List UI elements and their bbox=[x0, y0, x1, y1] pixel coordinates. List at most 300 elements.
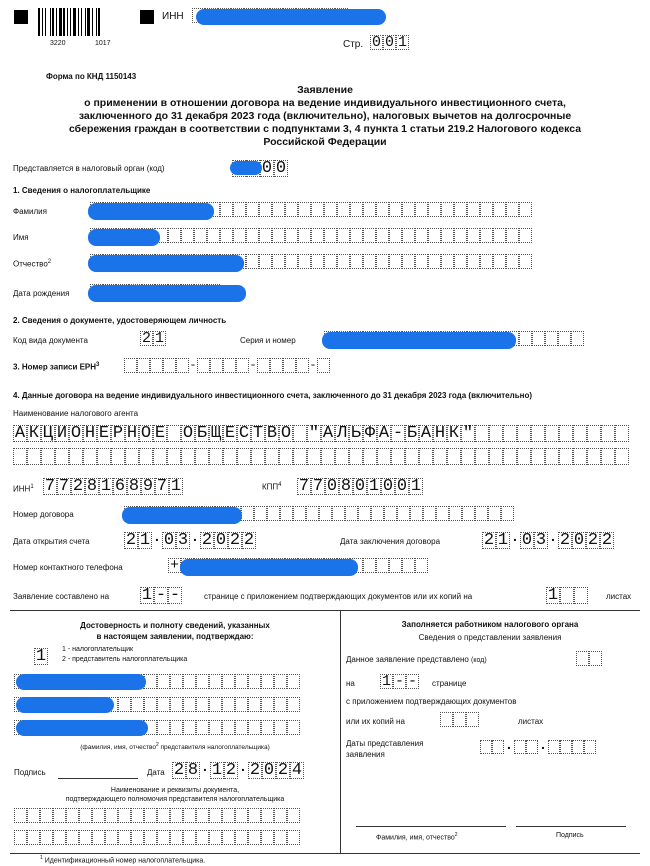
input-cell[interactable]: 0 bbox=[275, 159, 287, 178]
input-cell[interactable] bbox=[280, 506, 293, 521]
input-cell[interactable] bbox=[251, 448, 265, 465]
input-cell[interactable] bbox=[69, 448, 83, 465]
input-cell[interactable]: 2 bbox=[559, 531, 571, 550]
input-cell[interactable]: 1 bbox=[35, 647, 47, 666]
input-cell[interactable]: 1 bbox=[368, 477, 380, 496]
input-cell[interactable]: 0 bbox=[263, 761, 275, 780]
input-cell[interactable] bbox=[287, 808, 300, 823]
input-cell[interactable] bbox=[441, 228, 454, 243]
input-cell[interactable]: А bbox=[322, 424, 334, 443]
input-cell[interactable] bbox=[573, 448, 587, 465]
input-cell[interactable] bbox=[337, 254, 350, 269]
input-cell[interactable] bbox=[153, 448, 167, 465]
input-cell[interactable] bbox=[415, 558, 428, 573]
input-cell[interactable] bbox=[248, 720, 261, 735]
input-cell[interactable] bbox=[209, 448, 223, 465]
input-cell[interactable] bbox=[261, 697, 274, 712]
official-sheets-cells[interactable] bbox=[440, 712, 479, 727]
input-cell[interactable] bbox=[183, 830, 196, 845]
input-cell[interactable] bbox=[196, 720, 209, 735]
input-cell[interactable] bbox=[601, 425, 615, 442]
input-cell[interactable] bbox=[480, 228, 493, 243]
input-cell[interactable] bbox=[287, 720, 300, 735]
input-cell[interactable] bbox=[572, 740, 584, 754]
input-cell[interactable] bbox=[321, 448, 335, 465]
input-cell[interactable] bbox=[397, 506, 410, 521]
input-cell[interactable] bbox=[506, 254, 519, 269]
input-cell[interactable] bbox=[576, 651, 589, 666]
input-cell[interactable] bbox=[137, 358, 150, 373]
input-cell[interactable] bbox=[144, 808, 157, 823]
input-cell[interactable] bbox=[170, 697, 183, 712]
input-cell[interactable] bbox=[423, 506, 436, 521]
input-cell[interactable]: Н bbox=[84, 424, 96, 443]
input-cell[interactable]: 3 bbox=[535, 531, 547, 550]
input-cell[interactable]: 2 bbox=[72, 477, 84, 496]
input-cell[interactable] bbox=[293, 506, 306, 521]
input-cell[interactable] bbox=[311, 228, 324, 243]
input-cell[interactable] bbox=[287, 674, 300, 689]
input-cell[interactable] bbox=[519, 228, 532, 243]
input-cell[interactable] bbox=[306, 506, 319, 521]
doc-cells-row2[interactable] bbox=[14, 830, 300, 845]
input-cell[interactable] bbox=[293, 425, 307, 442]
input-cell[interactable] bbox=[167, 425, 181, 442]
input-cell[interactable] bbox=[248, 830, 261, 845]
input-cell[interactable] bbox=[170, 674, 183, 689]
input-cell[interactable] bbox=[466, 712, 479, 727]
input-cell[interactable] bbox=[506, 202, 519, 217]
input-cell[interactable] bbox=[389, 254, 402, 269]
input-cell[interactable] bbox=[371, 506, 384, 521]
input-cell[interactable] bbox=[246, 228, 259, 243]
input-cell[interactable] bbox=[124, 358, 137, 373]
input-cell[interactable] bbox=[97, 448, 111, 465]
input-cell[interactable] bbox=[298, 228, 311, 243]
input-cell[interactable] bbox=[584, 740, 596, 754]
input-cell[interactable] bbox=[259, 228, 272, 243]
input-cell[interactable]: И bbox=[56, 424, 68, 443]
input-cell[interactable] bbox=[377, 448, 391, 465]
input-cell[interactable]: 7 bbox=[298, 477, 310, 496]
input-cell[interactable] bbox=[222, 697, 235, 712]
input-cell[interactable] bbox=[209, 808, 222, 823]
input-cell[interactable]: 2 bbox=[601, 531, 613, 550]
input-cell[interactable] bbox=[402, 254, 415, 269]
input-cell[interactable] bbox=[79, 830, 92, 845]
input-cell[interactable]: 0 bbox=[326, 477, 338, 496]
input-cell[interactable]: 0 bbox=[384, 34, 394, 51]
input-cell[interactable] bbox=[144, 697, 157, 712]
input-cell[interactable]: 2 bbox=[229, 531, 241, 550]
input-cell[interactable]: А bbox=[378, 424, 390, 443]
input-cell[interactable] bbox=[209, 697, 222, 712]
input-cell[interactable]: 2 bbox=[173, 761, 185, 780]
input-cell[interactable] bbox=[531, 448, 545, 465]
input-cell[interactable] bbox=[79, 808, 92, 823]
present-date-cells[interactable] bbox=[480, 736, 596, 754]
input-cell[interactable]: 0 bbox=[371, 34, 381, 51]
input-cell[interactable] bbox=[170, 830, 183, 845]
input-cell[interactable] bbox=[350, 228, 363, 243]
input-cell[interactable] bbox=[105, 830, 118, 845]
input-cell[interactable] bbox=[235, 674, 248, 689]
input-cell[interactable] bbox=[573, 425, 587, 442]
input-cell[interactable] bbox=[139, 448, 153, 465]
input-cell[interactable] bbox=[441, 202, 454, 217]
input-cell[interactable] bbox=[257, 358, 270, 373]
input-cell[interactable] bbox=[311, 202, 324, 217]
input-cell[interactable] bbox=[235, 830, 248, 845]
input-cell[interactable] bbox=[222, 830, 235, 845]
input-cell[interactable] bbox=[246, 254, 259, 269]
input-cell[interactable] bbox=[14, 808, 27, 823]
input-cell[interactable] bbox=[181, 448, 195, 465]
input-cell[interactable] bbox=[66, 830, 79, 845]
input-cell[interactable] bbox=[402, 202, 415, 217]
official-pages-cells[interactable] bbox=[380, 674, 419, 689]
input-cell[interactable] bbox=[66, 808, 79, 823]
input-cell[interactable] bbox=[574, 587, 588, 604]
input-cell[interactable]: 4 bbox=[291, 761, 303, 780]
input-cell[interactable] bbox=[454, 254, 467, 269]
input-cell[interactable] bbox=[285, 228, 298, 243]
sign-date-cells[interactable] bbox=[172, 758, 304, 780]
agent-name-cells[interactable] bbox=[13, 425, 629, 442]
input-cell[interactable] bbox=[526, 740, 538, 754]
input-cell[interactable]: 8 bbox=[340, 477, 352, 496]
input-cell[interactable] bbox=[163, 358, 176, 373]
input-cell[interactable]: 1 bbox=[141, 586, 153, 605]
input-cell[interactable] bbox=[560, 740, 572, 754]
input-cell[interactable]: 1 bbox=[397, 34, 407, 51]
input-cell[interactable] bbox=[210, 358, 223, 373]
input-cell[interactable] bbox=[272, 228, 285, 243]
input-cell[interactable] bbox=[131, 808, 144, 823]
input-cell[interactable] bbox=[311, 254, 324, 269]
input-cell[interactable] bbox=[265, 448, 279, 465]
input-cell[interactable]: 8 bbox=[86, 477, 98, 496]
input-cell[interactable] bbox=[118, 808, 131, 823]
input-cell[interactable] bbox=[285, 254, 298, 269]
input-cell[interactable] bbox=[233, 228, 246, 243]
input-cell[interactable] bbox=[157, 808, 170, 823]
input-cell[interactable]: 7 bbox=[44, 477, 56, 496]
input-cell[interactable] bbox=[261, 720, 274, 735]
input-cell[interactable] bbox=[55, 448, 69, 465]
input-cell[interactable] bbox=[223, 448, 237, 465]
input-cell[interactable] bbox=[274, 830, 287, 845]
input-cell[interactable] bbox=[532, 331, 545, 346]
composed-sheets-cells[interactable] bbox=[546, 587, 588, 604]
confirm-choice-cell[interactable] bbox=[34, 648, 48, 665]
input-cell[interactable] bbox=[157, 830, 170, 845]
input-cell[interactable] bbox=[488, 506, 501, 521]
input-cell[interactable]: 1 bbox=[497, 531, 509, 550]
input-cell[interactable]: 0 bbox=[215, 531, 227, 550]
input-cell[interactable]: О bbox=[140, 424, 152, 443]
input-cell[interactable]: 0 bbox=[382, 477, 394, 496]
input-cell[interactable] bbox=[415, 202, 428, 217]
input-cell[interactable] bbox=[531, 425, 545, 442]
input-cell[interactable] bbox=[559, 425, 573, 442]
input-cell[interactable] bbox=[285, 202, 298, 217]
input-cell[interactable] bbox=[248, 674, 261, 689]
input-cell[interactable] bbox=[27, 830, 40, 845]
composed-pages-cells[interactable] bbox=[140, 587, 182, 604]
input-cell[interactable] bbox=[493, 202, 506, 217]
input-cell[interactable]: О bbox=[182, 424, 194, 443]
input-cell[interactable] bbox=[514, 740, 526, 754]
input-cell[interactable] bbox=[196, 697, 209, 712]
input-cell[interactable] bbox=[237, 448, 251, 465]
input-cell[interactable]: 1 bbox=[211, 761, 223, 780]
input-cell[interactable] bbox=[241, 506, 254, 521]
input-cell[interactable] bbox=[447, 448, 461, 465]
input-cell[interactable] bbox=[492, 740, 504, 754]
input-cell[interactable]: 1 bbox=[381, 673, 391, 690]
input-cell[interactable]: 7 bbox=[312, 477, 324, 496]
input-cell[interactable]: 2 bbox=[249, 761, 261, 780]
agent-name-cells-row2[interactable] bbox=[13, 448, 629, 465]
input-cell[interactable] bbox=[125, 448, 139, 465]
doc-code-cells[interactable] bbox=[140, 331, 166, 346]
input-cell[interactable] bbox=[207, 228, 220, 243]
input-cell[interactable] bbox=[363, 202, 376, 217]
input-cell[interactable] bbox=[480, 254, 493, 269]
input-cell[interactable]: 3 bbox=[177, 531, 189, 550]
input-cell[interactable] bbox=[350, 202, 363, 217]
submitted-code-cells[interactable] bbox=[576, 651, 602, 666]
input-cell[interactable] bbox=[53, 808, 66, 823]
input-cell[interactable] bbox=[222, 674, 235, 689]
input-cell[interactable]: Ц bbox=[42, 424, 54, 443]
input-cell[interactable] bbox=[389, 558, 402, 573]
input-cell[interactable] bbox=[223, 358, 236, 373]
input-cell[interactable] bbox=[519, 254, 532, 269]
input-cell[interactable] bbox=[274, 674, 287, 689]
input-cell[interactable] bbox=[376, 558, 389, 573]
input-cell[interactable] bbox=[118, 830, 131, 845]
input-cell[interactable]: 2 bbox=[125, 531, 137, 550]
input-cell[interactable]: Ф bbox=[364, 424, 376, 443]
input-cell[interactable] bbox=[440, 712, 453, 727]
input-cell[interactable]: 7 bbox=[156, 477, 168, 496]
input-cell[interactable] bbox=[363, 228, 376, 243]
input-cell[interactable]: 0 bbox=[396, 477, 408, 496]
input-cell[interactable]: 1 bbox=[547, 586, 559, 605]
input-cell[interactable]: - bbox=[169, 586, 181, 605]
input-cell[interactable] bbox=[337, 228, 350, 243]
input-cell[interactable] bbox=[441, 254, 454, 269]
input-cell[interactable] bbox=[402, 228, 415, 243]
input-cell[interactable] bbox=[279, 448, 293, 465]
input-cell[interactable] bbox=[454, 202, 467, 217]
input-cell[interactable] bbox=[293, 448, 307, 465]
input-cell[interactable] bbox=[194, 228, 207, 243]
input-cell[interactable] bbox=[489, 425, 503, 442]
input-cell[interactable] bbox=[376, 228, 389, 243]
input-cell[interactable] bbox=[13, 448, 27, 465]
input-cell[interactable] bbox=[489, 448, 503, 465]
input-cell[interactable] bbox=[428, 228, 441, 243]
input-cell[interactable] bbox=[92, 830, 105, 845]
input-cell[interactable] bbox=[519, 202, 532, 217]
input-cell[interactable] bbox=[274, 720, 287, 735]
input-cell[interactable] bbox=[248, 808, 261, 823]
input-cell[interactable] bbox=[296, 358, 309, 373]
input-cell[interactable]: Е bbox=[154, 424, 166, 443]
input-cell[interactable] bbox=[548, 740, 560, 754]
input-cell[interactable] bbox=[83, 448, 97, 465]
input-cell[interactable]: 0 bbox=[354, 477, 366, 496]
input-cell[interactable]: " bbox=[308, 424, 320, 443]
input-cell[interactable] bbox=[559, 448, 573, 465]
input-cell[interactable] bbox=[209, 720, 222, 735]
input-cell[interactable] bbox=[298, 254, 311, 269]
input-cell[interactable] bbox=[480, 740, 492, 754]
input-cell[interactable] bbox=[267, 506, 280, 521]
input-cell[interactable]: 0 bbox=[521, 531, 533, 550]
input-cell[interactable] bbox=[235, 808, 248, 823]
input-cell[interactable] bbox=[40, 808, 53, 823]
input-cell[interactable] bbox=[560, 587, 574, 604]
input-cell[interactable] bbox=[168, 228, 181, 243]
input-cell[interactable] bbox=[40, 830, 53, 845]
input-cell[interactable]: К bbox=[28, 424, 40, 443]
input-cell[interactable] bbox=[209, 830, 222, 845]
input-cell[interactable]: 1 bbox=[410, 477, 422, 496]
input-cell[interactable] bbox=[14, 830, 27, 845]
input-cell[interactable]: Е bbox=[224, 424, 236, 443]
input-cell[interactable]: - bbox=[407, 673, 417, 690]
input-cell[interactable]: К bbox=[448, 424, 460, 443]
input-cell[interactable]: 2 bbox=[225, 761, 237, 780]
input-cell[interactable] bbox=[587, 425, 601, 442]
input-cell[interactable] bbox=[105, 808, 118, 823]
input-cell[interactable]: 2 bbox=[141, 330, 151, 347]
input-cell[interactable] bbox=[517, 448, 531, 465]
input-cell[interactable] bbox=[467, 202, 480, 217]
input-cell[interactable]: 9 bbox=[142, 477, 154, 496]
input-cell[interactable] bbox=[259, 254, 272, 269]
input-cell[interactable] bbox=[405, 448, 419, 465]
input-cell[interactable] bbox=[475, 506, 488, 521]
input-cell[interactable] bbox=[287, 697, 300, 712]
input-cell[interactable] bbox=[345, 506, 358, 521]
input-cell[interactable] bbox=[332, 506, 345, 521]
input-cell[interactable] bbox=[27, 448, 41, 465]
input-cell[interactable]: + bbox=[169, 557, 179, 574]
input-cell[interactable] bbox=[183, 674, 196, 689]
input-cell[interactable] bbox=[197, 358, 210, 373]
input-cell[interactable]: - bbox=[155, 586, 167, 605]
official-sign-line[interactable] bbox=[516, 826, 626, 827]
input-cell[interactable]: 1 bbox=[170, 477, 182, 496]
input-cell[interactable] bbox=[545, 331, 558, 346]
input-cell[interactable] bbox=[261, 808, 274, 823]
input-cell[interactable] bbox=[261, 674, 274, 689]
input-cell[interactable] bbox=[545, 448, 559, 465]
input-cell[interactable] bbox=[274, 697, 287, 712]
input-cell[interactable] bbox=[270, 358, 283, 373]
input-cell[interactable]: А bbox=[14, 424, 26, 443]
input-cell[interactable] bbox=[545, 425, 559, 442]
input-cell[interactable] bbox=[144, 830, 157, 845]
ern-cells[interactable] bbox=[124, 358, 330, 373]
input-cell[interactable]: Н bbox=[126, 424, 138, 443]
input-cell[interactable]: 1 bbox=[100, 477, 112, 496]
input-cell[interactable]: 0 bbox=[261, 159, 273, 178]
input-cell[interactable] bbox=[350, 254, 363, 269]
input-cell[interactable] bbox=[363, 448, 377, 465]
input-cell[interactable]: Е bbox=[98, 424, 110, 443]
input-cell[interactable] bbox=[220, 202, 233, 217]
input-cell[interactable] bbox=[589, 651, 602, 666]
input-cell[interactable] bbox=[449, 506, 462, 521]
input-cell[interactable] bbox=[272, 254, 285, 269]
input-cell[interactable] bbox=[195, 448, 209, 465]
input-cell[interactable]: О bbox=[280, 424, 292, 443]
input-cell[interactable] bbox=[131, 697, 144, 712]
input-cell[interactable]: Н bbox=[434, 424, 446, 443]
input-cell[interactable] bbox=[41, 448, 55, 465]
conclude-date-cells[interactable] bbox=[482, 528, 614, 550]
input-cell[interactable]: 8 bbox=[128, 477, 140, 496]
input-cell[interactable] bbox=[389, 228, 402, 243]
input-cell[interactable] bbox=[170, 720, 183, 735]
input-cell[interactable] bbox=[376, 202, 389, 217]
input-cell[interactable] bbox=[467, 228, 480, 243]
input-cell[interactable] bbox=[181, 228, 194, 243]
input-cell[interactable] bbox=[615, 425, 629, 442]
official-fio-line[interactable] bbox=[356, 826, 506, 827]
input-cell[interactable] bbox=[254, 506, 267, 521]
open-date-cells[interactable] bbox=[124, 528, 256, 550]
input-cell[interactable]: С bbox=[238, 424, 250, 443]
doc-cells-row1[interactable] bbox=[14, 808, 300, 823]
input-cell[interactable] bbox=[220, 228, 233, 243]
input-cell[interactable] bbox=[209, 674, 222, 689]
input-cell[interactable] bbox=[436, 506, 449, 521]
input-cell[interactable] bbox=[233, 202, 246, 217]
input-cell[interactable] bbox=[467, 254, 480, 269]
input-cell[interactable] bbox=[196, 808, 209, 823]
input-cell[interactable] bbox=[246, 202, 259, 217]
input-cell[interactable]: - bbox=[392, 424, 404, 443]
input-cell[interactable]: 1 bbox=[139, 531, 151, 550]
input-cell[interactable] bbox=[283, 358, 296, 373]
input-cell[interactable] bbox=[601, 448, 615, 465]
input-cell[interactable] bbox=[428, 254, 441, 269]
input-cell[interactable] bbox=[454, 228, 467, 243]
input-cell[interactable] bbox=[587, 448, 601, 465]
input-cell[interactable]: Л bbox=[336, 424, 348, 443]
input-cell[interactable]: - bbox=[394, 673, 404, 690]
input-cell[interactable] bbox=[503, 425, 517, 442]
input-cell[interactable] bbox=[337, 202, 350, 217]
input-cell[interactable]: 2 bbox=[277, 761, 289, 780]
input-cell[interactable] bbox=[402, 558, 415, 573]
input-cell[interactable] bbox=[389, 202, 402, 217]
agent-inn-cells[interactable] bbox=[43, 478, 183, 495]
input-cell[interactable]: 2 bbox=[243, 531, 255, 550]
input-cell[interactable] bbox=[358, 506, 371, 521]
input-cell[interactable] bbox=[410, 506, 423, 521]
input-cell[interactable] bbox=[53, 830, 66, 845]
input-cell[interactable] bbox=[480, 202, 493, 217]
input-cell[interactable]: " bbox=[462, 424, 474, 443]
